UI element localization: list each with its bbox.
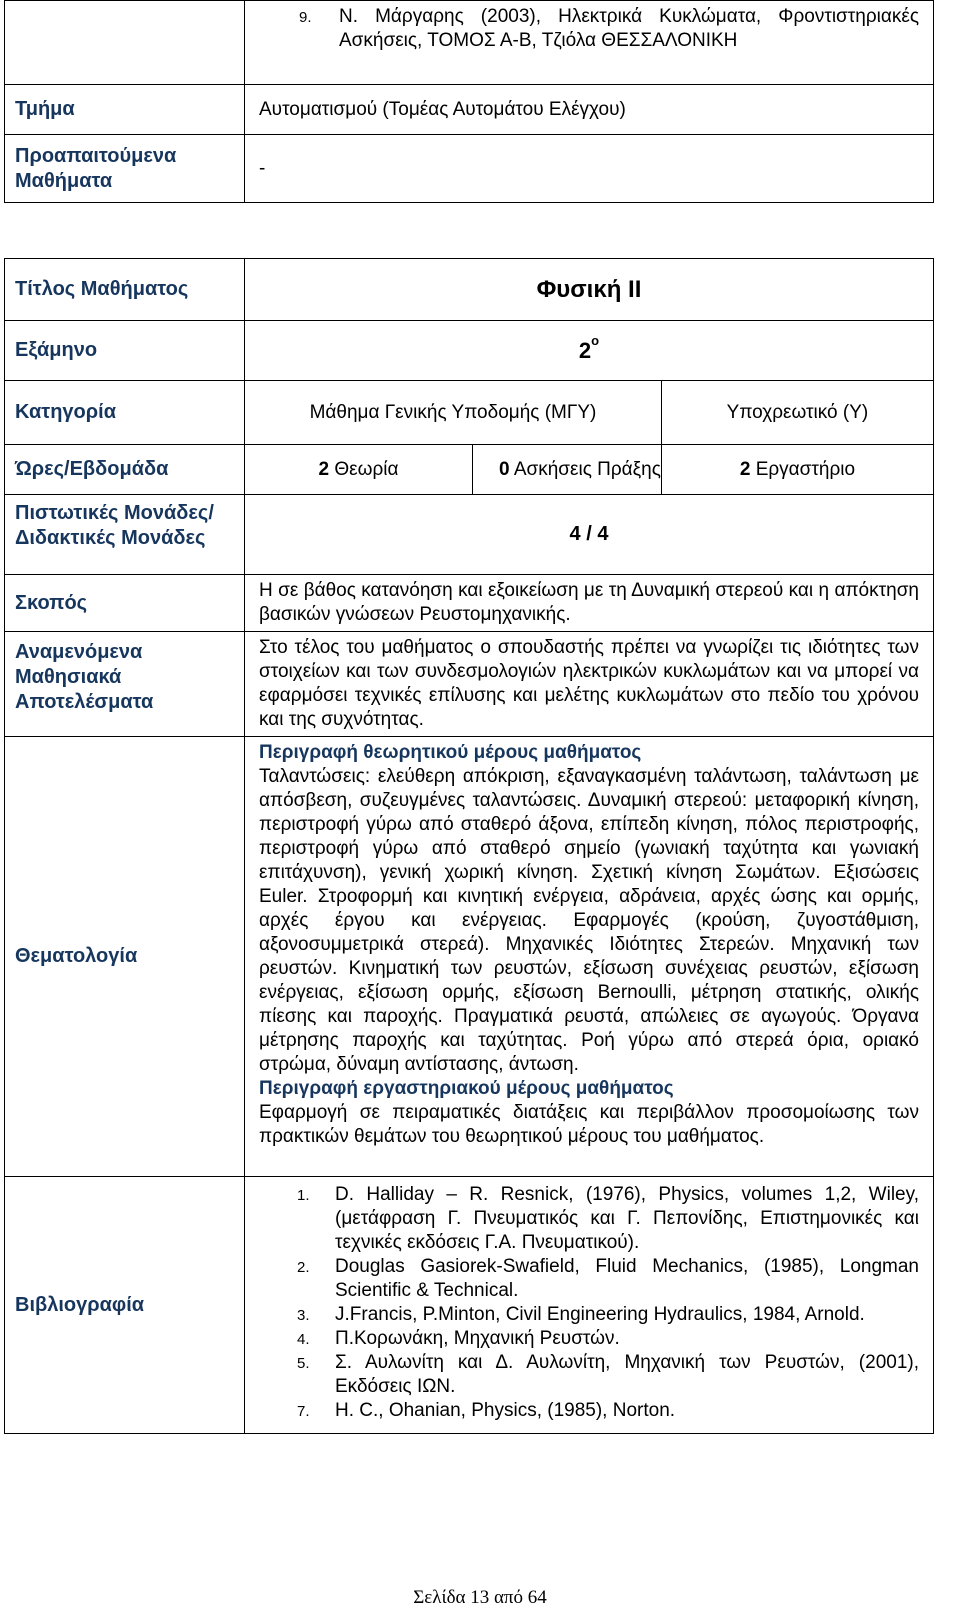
department-label: Τμήμα xyxy=(5,85,245,135)
list-number: 1. xyxy=(297,1187,310,1204)
semester-ordinal: ο xyxy=(591,332,600,348)
reference-text: J.Francis, P.Minton, Civil Engineering Hydraulics, 1984, Arnold. xyxy=(335,1304,865,1325)
list-number: 7. xyxy=(297,1403,310,1420)
category-type: Μάθημα Γενικής Υποδομής (ΜΓΥ) xyxy=(245,381,662,445)
bibliography-item xyxy=(259,1255,919,1303)
credits-label: Πιστωτικές Μονάδες/ Διδακτικές Μονάδες xyxy=(5,495,245,575)
hours-theory-number: 2 xyxy=(318,458,330,480)
list-number: 2. xyxy=(297,1259,310,1276)
list-number: 5. xyxy=(297,1355,310,1372)
bibliography-item xyxy=(259,1327,919,1351)
goal-text: Η σε βάθος κατανόηση και εξοικείωση με τη Δυναμική στερεού και η απόκτηση βασικών γνώσεων Ρευστομηχανικής. xyxy=(245,575,934,632)
bibliography-item xyxy=(259,1303,919,1327)
reference-text: Π.Κορωνάκη, Μηχανική Ρευστών. xyxy=(335,1328,620,1349)
reference-text: Ν. Μάργαρης (2003), Ηλεκτρικά Κυκλώματα, Φροντιστηριακές Ασκήσεις, ΤΟΜΟΣ Α-Β, Τζιόλα ΘΕΣΣΑΛΟΝΙΚΗ xyxy=(339,6,919,51)
semester-value xyxy=(245,321,934,381)
hours-exercise-number: 0 xyxy=(499,458,510,480)
bibliography-cell xyxy=(245,1177,934,1434)
lab-heading: Περιγραφή εργαστηριακού μέρους μαθήματος xyxy=(259,1078,674,1099)
topics-label: Θεματολογία xyxy=(5,737,245,1177)
prev-bibliography-item xyxy=(259,5,919,53)
bibliography-item xyxy=(259,1399,919,1423)
prev-bibliography-list xyxy=(259,5,919,53)
prev-bibliography-cell xyxy=(245,1,934,85)
lab-text: Εφαρμογή σε πειραματικές διατάξεις και περιβάλλον προσομοίωσης των πρακτικών θεμάτων του θεωρητικού μέρους του μαθήματος. xyxy=(259,1102,919,1147)
topics-content xyxy=(245,737,934,1177)
reference-text: H. C., Ohanian, Physics, (1985), Norton. xyxy=(335,1400,676,1421)
hours-exercise-text: Ασκήσεις Πράξης xyxy=(513,458,661,480)
bibliography-item xyxy=(259,1351,919,1399)
department-value: Αυτοματισμού (Τομέας Αυτομάτου Ελέγχου) xyxy=(245,85,934,135)
hours-lab xyxy=(661,445,933,495)
goal-label: Σκοπός xyxy=(5,575,245,632)
semester-label: Εξάμηνο xyxy=(5,321,245,381)
course-title-label: Τίτλος Μαθήματος xyxy=(5,259,245,321)
page-footer: Σελίδα 13 από 64 xyxy=(413,1587,547,1608)
top-course-table xyxy=(4,0,934,203)
bibliography-list xyxy=(259,1183,919,1423)
prerequisites-label: Προαπαιτούμενα Μαθήματα xyxy=(5,135,245,203)
reference-text: D. Halliday – R. Resnick, (1976), Physics, volumes 1,2, Wiley, (μετάφραση Γ. Πνευματικός και Γ. Πεπονίδης, Επιστημονικές και τεχνικές εκδόσεις Γ.Α. Πνευματικού). xyxy=(335,1184,919,1253)
outcomes-label: Αναμενόμενα Μαθησιακά Αποτελέσματα xyxy=(5,632,245,737)
reference-text: Douglas Gasiorek-Swafield, Fluid Mechanics, (1985), Longman Scientific & Technical. xyxy=(335,1256,919,1301)
list-number: 9. xyxy=(299,9,312,26)
semester-number: 2 xyxy=(578,337,592,363)
hours-exercise xyxy=(473,445,662,495)
theory-heading: Περιγραφή θεωρητικού μέρους μαθήματος xyxy=(259,742,642,763)
category-status: Υποχρεωτικό (Υ) xyxy=(661,381,933,445)
list-number: 3. xyxy=(297,1307,310,1324)
list-number: 4. xyxy=(297,1331,310,1348)
hours-lab-number: 2 xyxy=(739,458,751,480)
hours-label: Ώρες/Εβδομάδα xyxy=(5,445,245,495)
credits-value: 4 / 4 xyxy=(245,495,934,575)
bibliography-label: Βιβλιογραφία xyxy=(5,1177,245,1434)
theory-text: Ταλαντώσεις: ελεύθερη απόκριση, εξαναγκασμένη ταλάντωση, ταλάντωση με απόσβεση, συζευγμένες ταλαντώσεις. Δυναμική στερεού: μεταφορική κίνηση, περιστροφή γύρω από σταθερό άξονα, επίπεδη κίνηση, πόλος περιστροφής, περιστροφή γύρω από σταθερό σημείο (γωνιακή ταχύτητα και γωνιακή επιτάχυνση), γενική χωρική κίνηση. Σχετική κίνηση Σωμάτων. Εξισώσεις Euler. Στροφορμή και κινητική ενέργεια, αδράνεια, αρχές ώσης και ορμής, αρχές έργου και ενέργειας. Εφαρμογές (κρούση, ζυγοστάθμιση, αξονοσυμμετρικά στερεά). Μηχανικές Ιδιότητες Στερεών. Μηχανική των ρευστών. Κινηματική των ρευστών, εξίσωση συνέχειας ρευστών, εξίσωση ενέργειας, εξίσωση ορμής, εξίσωση Bernoulli, μέτρηση στατικής, ολικής πίεσης και παροχής. Πραγματικά ρευστά, απώλειες σε αγωγούς. Όργανα μέτρησης παροχής και ταχύτητας. Ροή γύρω από στερεά όρια, οριακό στρώμα, δύναμη αντίστασης, άντωση. xyxy=(259,766,919,1075)
hours-theory-text: Θεωρία xyxy=(334,458,399,480)
prev-label-cell xyxy=(5,1,245,85)
hours-theory xyxy=(245,445,473,495)
course-title-value: Φυσική ΙΙ xyxy=(245,259,934,321)
outcomes-text: Στο τέλος του μαθήματος ο σπουδαστής πρέπει να γνωρίζει τις ιδιότητες των στοιχείων και των συνδεσμολογιών ηλεκτρικών κυκλωμάτων και να μπορεί να εφαρμόσει τεχνικές επίλυσης και μελέτης κυκλωμάτων στο πεδίο του χρόνου και της συχνότητας. xyxy=(245,632,934,737)
hours-lab-text: Εργαστήριο xyxy=(755,458,856,480)
bibliography-item xyxy=(259,1183,919,1255)
category-label: Κατηγορία xyxy=(5,381,245,445)
course-table xyxy=(4,258,934,1434)
reference-text: Σ. Αυλωνίτη και Δ. Αυλωνίτη, Μηχανική των Ρευστών, (2001), Εκδόσεις ΙΩΝ. xyxy=(335,1352,919,1397)
prerequisites-value: - xyxy=(245,135,934,203)
